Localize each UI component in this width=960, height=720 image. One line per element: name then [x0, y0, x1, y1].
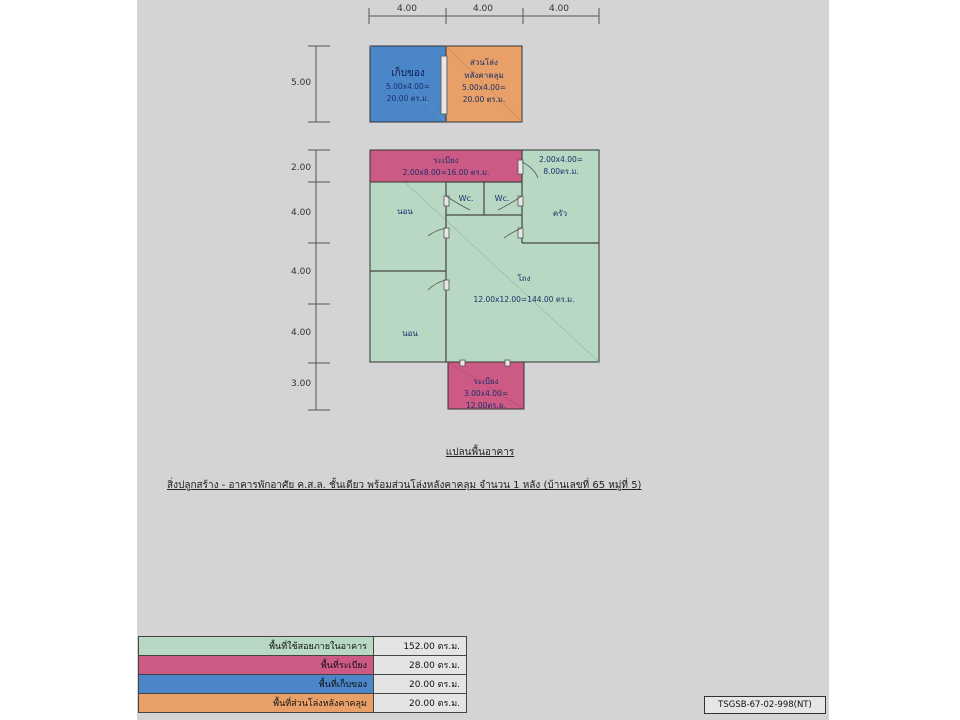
open-area-label: ส่วนโล่ง หลังคาคลุม 5.00x4.00= 20.00 ตร.ม. — [461, 58, 507, 104]
top-dimension-3: 4.00 — [548, 4, 570, 14]
legend-row — [139, 656, 467, 675]
bedroom2-label: นอน — [402, 329, 418, 338]
legend-label-open-area: พื้นที่ส่วนโล่งหลังคาคลุม — [139, 694, 374, 713]
left-dimension-2: 2.00 — [291, 163, 312, 173]
legend-value-open-area: 20.00 ตร.ม. — [374, 694, 467, 713]
plan-subtitle: สิ่งปลูกสร้าง - อาคารพักอาศัย ค.ส.ล. ชั้นเดียว พร้อมส่วนโล่งหลังคาคลุม จำนวน 1 หลัง (บ้านเลขที่ 65 หมู่ที่ 5) — [167, 480, 642, 491]
left-dimension-3: 4.00 — [291, 208, 312, 218]
legend-label-interior: พื้นที่ใช้สอยภายในอาคาร — [139, 637, 374, 656]
veranda-top-label: ระเบียง 2.00x8.00=16.00 ตร.ม. — [402, 156, 490, 177]
area-legend-table — [138, 636, 467, 713]
storage-room-label: เก็บของ 5.00x4.00= 20.00 ตร.ม. — [385, 68, 431, 103]
wc2-label: Wc. — [494, 194, 510, 203]
wc1-label: Wc. — [458, 194, 474, 203]
bedroom1-label: นอน — [397, 207, 413, 216]
legend-value-veranda: 28.00 ตร.ม. — [374, 656, 467, 675]
veranda-bottom-label: ระเบียง 3.00x4.00= 12.00ตร.ม. — [463, 377, 509, 410]
left-dimension-line — [308, 46, 330, 410]
left-dimension-5: 4.00 — [291, 328, 312, 338]
drawing-code: TSGSB-67-02-998(NT) — [704, 696, 826, 714]
left-dimension-4: 4.00 — [291, 267, 312, 277]
left-dimension-6: 3.00 — [291, 379, 312, 389]
kitchen-label: ครัว — [552, 209, 568, 218]
legend-label-storage: พื้นที่เก็บของ — [139, 675, 374, 694]
top-dimension-1: 4.00 — [396, 4, 418, 14]
porch-right-label: 2.00x4.00= 8.00ตร.ม. — [538, 155, 584, 176]
legend-row — [139, 694, 467, 713]
legend-label-veranda: พื้นที่ระเบียง — [139, 656, 374, 675]
plan-title: แปลนพื้นอาคาร — [445, 447, 515, 458]
top-dimension-2: 4.00 — [472, 4, 494, 14]
legend-row — [139, 675, 467, 694]
hall-label: โถง 12.00x12.00=144.00 ตร.ม. — [473, 274, 575, 304]
legend-row — [139, 637, 467, 656]
legend-value-interior: 152.00 ตร.ม. — [374, 637, 467, 656]
left-dimension-1: 5.00 — [291, 78, 312, 88]
legend-value-storage: 20.00 ตร.ม. — [374, 675, 467, 694]
